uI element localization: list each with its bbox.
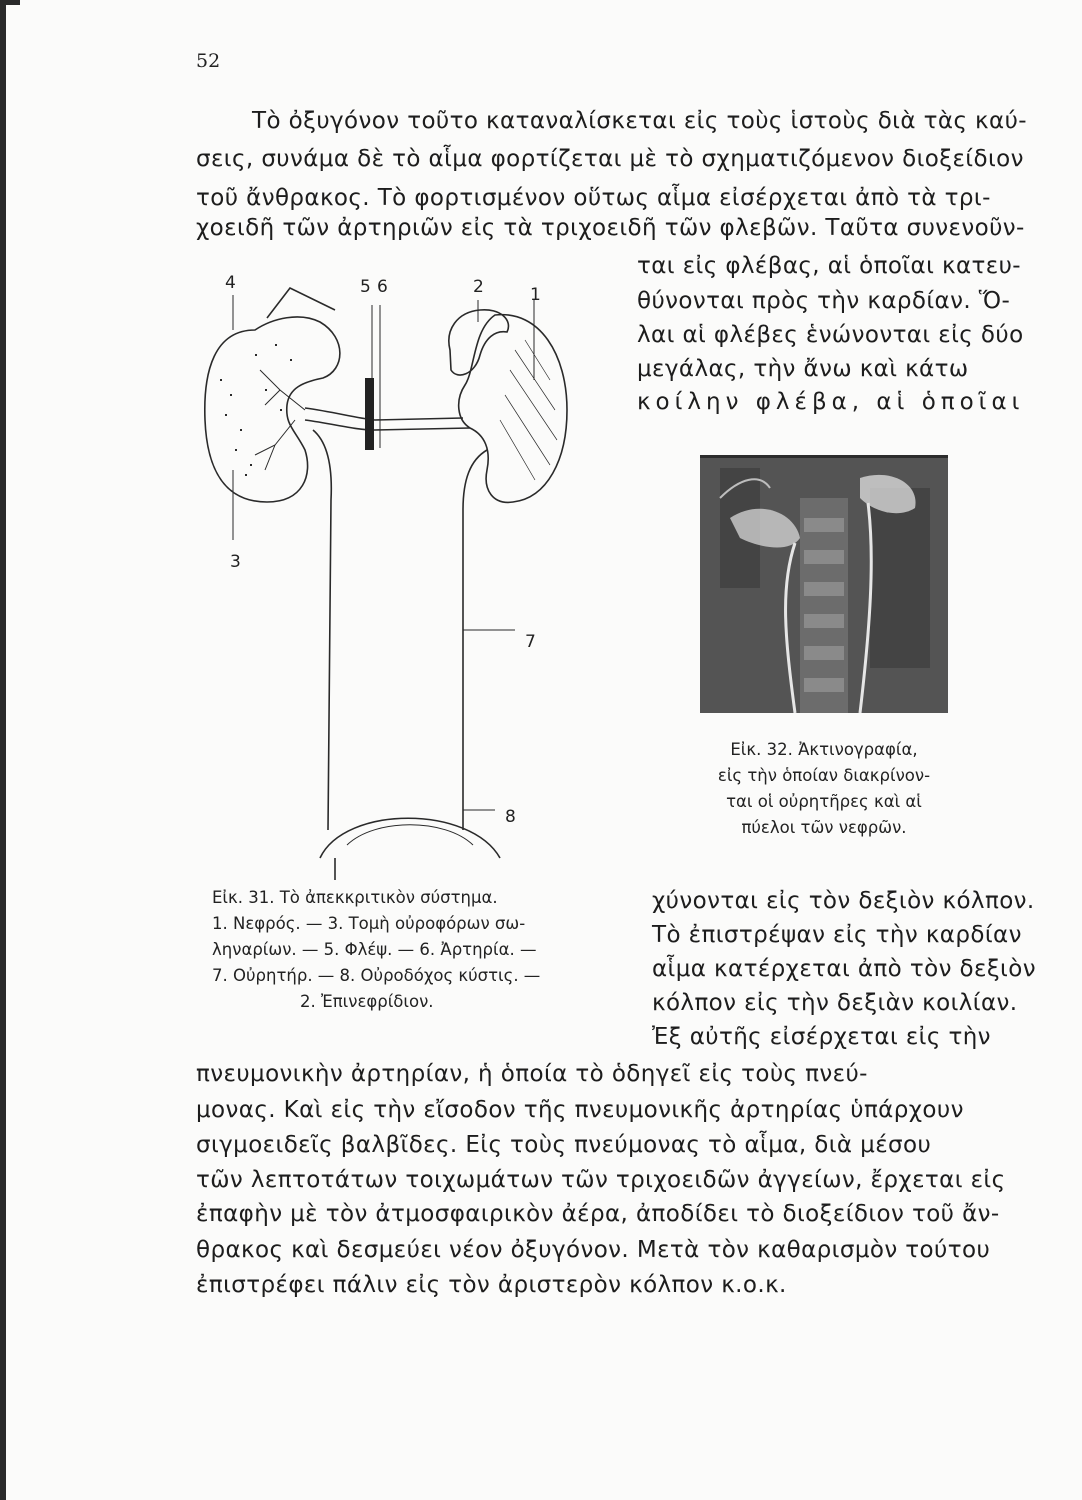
figure-32-caption-line: ται οἱ οὐρητῆρες καὶ αἱ: [726, 792, 922, 811]
figure-32-caption-line: πύελοι τῶν νεφρῶν.: [741, 818, 907, 837]
figure-31-excretory-diagram: [195, 270, 580, 890]
body-line: θύνονται πρὸς τὴν καρδίαν. Ὅ-: [637, 288, 1011, 314]
body-line: κόλπον εἰς τὴν δεξιὰν κοιλίαν.: [652, 990, 1018, 1016]
body-line: Ἐξ αὐτῆς εἰσέρχεται εἰς τὴν: [652, 1024, 991, 1050]
body-line: ἐπιστρέφει πάλιν εἰς τὸν ἀριστερὸν κόλπον κ.ο.κ.: [196, 1272, 787, 1298]
body-line: ἐπαφὴν μὲ τὸν ἀτμοσφαιρικὸν ἀέρα, ἀποδίδει τὸ διοξείδιον τοῦ ἄν-: [196, 1201, 1000, 1227]
body-line: Τὸ ἐπιστρέψαν εἰς τὴν καρδίαν: [652, 922, 1022, 948]
body-line: κοίλην φλέβα, αἱ ὁποῖαι: [637, 389, 1025, 415]
body-line: ται εἰς φλέβας, αἱ ὁποῖαι κατευ-: [637, 253, 1021, 279]
label-5: 5: [360, 277, 371, 297]
figure-32-caption-line: Εἰκ. 32. Ἀκτινογραφία,: [730, 740, 918, 759]
figure-32-caption-line: εἰς τὴν ὁποίαν διακρίνον-: [717, 766, 931, 785]
body-line: μονας. Καὶ εἰς τὴν εἴσοδον τῆς πνευμονικῆς ἀρτηρίας ὑπάρχουν: [196, 1097, 964, 1123]
body-line: πνευμονικὴν ἀρτηρίαν, ἡ ὁποία τὸ ὁδηγεῖ εἰς τοὺς πνεύ-: [196, 1061, 868, 1087]
body-line: λαι αἱ φλέβες ἑνώνονται εἰς δύο: [637, 322, 1024, 348]
figure-31-caption-line: 7. Οὐρητήρ. — 8. Οὐροδόχος κύστις. —: [212, 966, 541, 985]
body-line: τοῦ ἄνθρακος. Τὸ φορτισμένον οὕτως αἷμα εἰσέρχεται ἀπὸ τὰ τρι-: [196, 185, 991, 211]
body-line: Τὸ ὀξυγόνον τοῦτο καταναλίσκεται εἰς τοὺς ἱστοὺς διὰ τὰς καύ-: [252, 108, 1027, 134]
label-6: 6: [377, 277, 388, 297]
body-line: μεγάλας, τὴν ἄνω καὶ κάτω: [637, 356, 969, 382]
label-2: 2: [473, 277, 484, 297]
label-7: 7: [525, 632, 536, 652]
body-line: αἷμα κατέρχεται ἀπὸ τὸν δεξιὸν: [652, 956, 1036, 982]
figure-32-xray-photo: [700, 455, 948, 713]
excretory-system-illustration: [195, 270, 580, 890]
label-1: 1: [530, 285, 541, 305]
scan-edge-left: [0, 0, 6, 1500]
body-line: θρακος καὶ δεσμεύει νέον ὀξυγόνον. Μετὰ τὸν καθαρισμὸν τούτου: [196, 1237, 991, 1263]
body-line: χοειδῆ τῶν ἀρτηριῶν εἰς τὰ τριχοειδῆ τῶν φλεβῶν. Ταῦτα συνενοῦν-: [196, 215, 1025, 241]
page-number: 52: [196, 50, 221, 72]
label-4: 4: [225, 273, 236, 293]
figure-31-caption-line: ληναρίων. — 5. Φλέψ. — 6. Ἀρτηρία. —: [212, 940, 537, 959]
body-line: σεις, συνάμα δὲ τὸ αἷμα φορτίζεται μὲ τὸ σχηματιζόμενον διοξείδιον: [196, 146, 1024, 172]
scan-edge-top: [0, 0, 20, 5]
xray-image: [700, 458, 948, 713]
body-line: χύνονται εἰς τὸν δεξιὸν κόλπον.: [652, 888, 1035, 914]
figure-31-caption-line: 2. Ἐπινεφρίδιον.: [300, 992, 434, 1011]
vessel-block: [365, 378, 374, 450]
body-line: τῶν λεπτοτάτων τοιχωμάτων τῶν τριχοειδῶν ἀγγείων, ἔρχεται εἰς: [196, 1167, 1006, 1193]
body-line: σιγμοειδεῖς βαλβῖδες. Εἰς τοὺς πνεύμονας τὸ αἷμα, διὰ μέσου: [196, 1132, 932, 1158]
label-3: 3: [230, 552, 241, 572]
label-8: 8: [505, 807, 516, 827]
figure-31-caption-line: Εἰκ. 31. Τὸ ἀπεκκριτικὸν σύστημα.: [212, 888, 498, 907]
figure-31-caption-line: 1. Νεφρός. — 3. Τομὴ οὐροφόρων σω-: [212, 914, 526, 933]
